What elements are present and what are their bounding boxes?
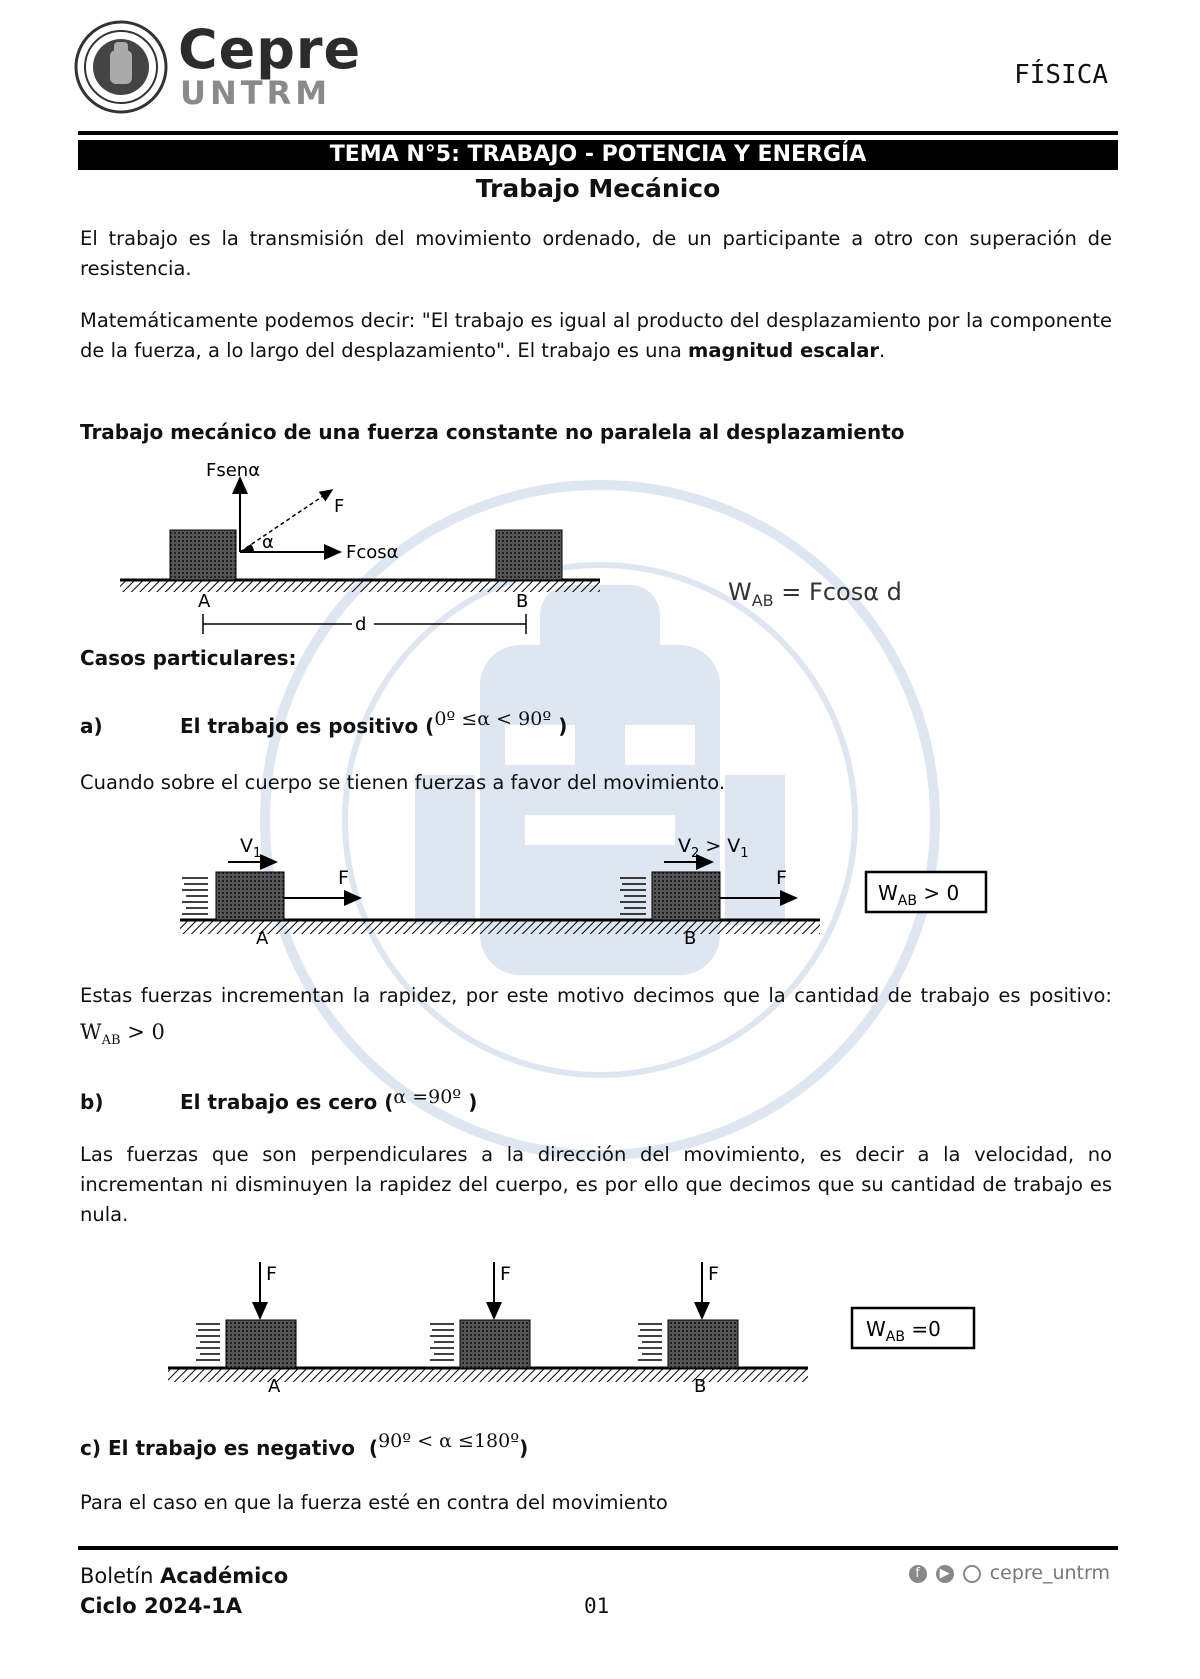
intro-paragraph-2 [80, 306, 1112, 366]
alpha-label: α [262, 532, 274, 553]
fsen-label: Fsenα [206, 460, 261, 481]
case-b-math: α =90º [393, 1086, 462, 1108]
youtube-icon[interactable]: ▶ [936, 1565, 954, 1583]
zero-work-box: $W_{AB} =0$ [866, 1317, 941, 1345]
case-c-heading [80, 1430, 529, 1460]
case-c-open: ( [368, 1436, 379, 1460]
case-c-math: 90º < α ≤180º [378, 1430, 520, 1452]
point-b-label: B [516, 591, 529, 612]
case-a-close: ) [558, 714, 568, 738]
intro-paragraph-1: El trabajo es la transmisión del movimiento ordenado, de un participante a otro con superación de resistencia. [80, 227, 1112, 280]
case-c-description: Para el caso en que la fuerza esté en contra del movimiento [80, 1491, 668, 1514]
force-label-1: F [338, 867, 349, 889]
point-a-label: A [256, 928, 269, 948]
logo-wordmark: Cepre [178, 18, 362, 81]
positive-work-box: $W_{AB} > 0$ [878, 881, 960, 909]
force-label-3: F [708, 1263, 719, 1285]
fcos-label: Fcosα [346, 542, 399, 563]
case-a-math: 0º ≤α < 90º [434, 708, 552, 730]
case-b-heading [80, 1086, 478, 1114]
section-title: Trabajo Mecánico [475, 174, 721, 203]
logo-subtitle: UNTRM [180, 74, 332, 112]
case-a-description: Cuando sobre el cuerpo se tienen fuerzas a favor del movimiento. [80, 771, 726, 794]
distance-label: d [355, 614, 367, 635]
case-b-description: Las fuerzas que son perpendiculares a la dirección del movimiento, es decir a la velocidad, no incrementan ni disminuyen la rapidez del cuerpo, es por ello que decimos que su cantidad de trabajo es nula. [80, 1143, 1112, 1226]
case-a-letter: a) [80, 714, 103, 738]
case-c-close: ) [519, 1436, 529, 1460]
v2-label: $V_2 > V_1$ [678, 835, 749, 861]
footer-bulletin-plain: Boletín [80, 1564, 161, 1588]
cepre-seal-logo [74, 20, 168, 114]
case-a-after-sentence: Estas fuerzas incrementan la rapidez, por este motivo decimos que la cantidad de trabajo es positivo: [80, 984, 1112, 1007]
footer-rule [78, 1546, 1118, 1550]
case-c-title: c) El trabajo es negativo [80, 1436, 355, 1460]
v1-label: $V_1$ [240, 835, 262, 861]
force-label-2: F [500, 1263, 511, 1285]
footer-bulletin [80, 1564, 288, 1588]
force-label-2: F [776, 867, 787, 889]
case-a-heading [80, 708, 568, 738]
page-number: 01 [584, 1594, 610, 1618]
case-b-letter: b) [80, 1090, 104, 1114]
positive-work-inline-math: $W_{AB} > 0$ [80, 1020, 165, 1049]
point-a-label: A [198, 591, 211, 612]
case-a-after-text [80, 974, 1112, 1071]
constant-force-heading: Trabajo mecánico de una fuerza constante no paralela al desplazamiento [80, 420, 905, 444]
instagram-icon[interactable] [963, 1565, 981, 1583]
work-formula: $W_{AB} = Fcos\alpha$ d [728, 578, 902, 610]
facebook-icon[interactable]: f [909, 1565, 927, 1583]
subject-label: FÍSICA [1014, 60, 1108, 90]
footer-cycle: Ciclo 2024-1A [80, 1594, 243, 1618]
p2-end: . [878, 339, 886, 362]
case-b-title: El trabajo es cero ( [180, 1090, 394, 1114]
header-rule [78, 131, 1118, 135]
footer-bulletin-bold: Académico [160, 1564, 289, 1588]
constant-force-diagram [118, 452, 938, 642]
p2-text: Matemáticamente podemos decir: "El trabajo es igual al producto del desplazamiento por la componente de la fuerza, a lo largo del desplazamiento". El trabajo es una [80, 309, 1112, 362]
particular-cases-heading: Casos particulares: [80, 646, 297, 670]
case-a-title: El trabajo es positivo ( [180, 714, 435, 738]
zero-work-diagram [162, 1258, 992, 1398]
point-b-label: B [684, 928, 697, 948]
positive-work-diagram [178, 828, 1008, 948]
social-handle: cepre_untrm [989, 1562, 1110, 1584]
topic-banner: TEMA N°5: TRABAJO - POTENCIA Y ENERGÍA [78, 140, 1118, 170]
p2-bold: magnitud escalar [688, 339, 879, 362]
point-b-label: B [694, 1376, 707, 1397]
force-label-1: F [266, 1263, 277, 1285]
social-links [909, 1562, 1110, 1584]
f-label: F [334, 496, 345, 517]
case-b-close: ) [468, 1090, 478, 1114]
point-a-label: A [268, 1376, 281, 1397]
